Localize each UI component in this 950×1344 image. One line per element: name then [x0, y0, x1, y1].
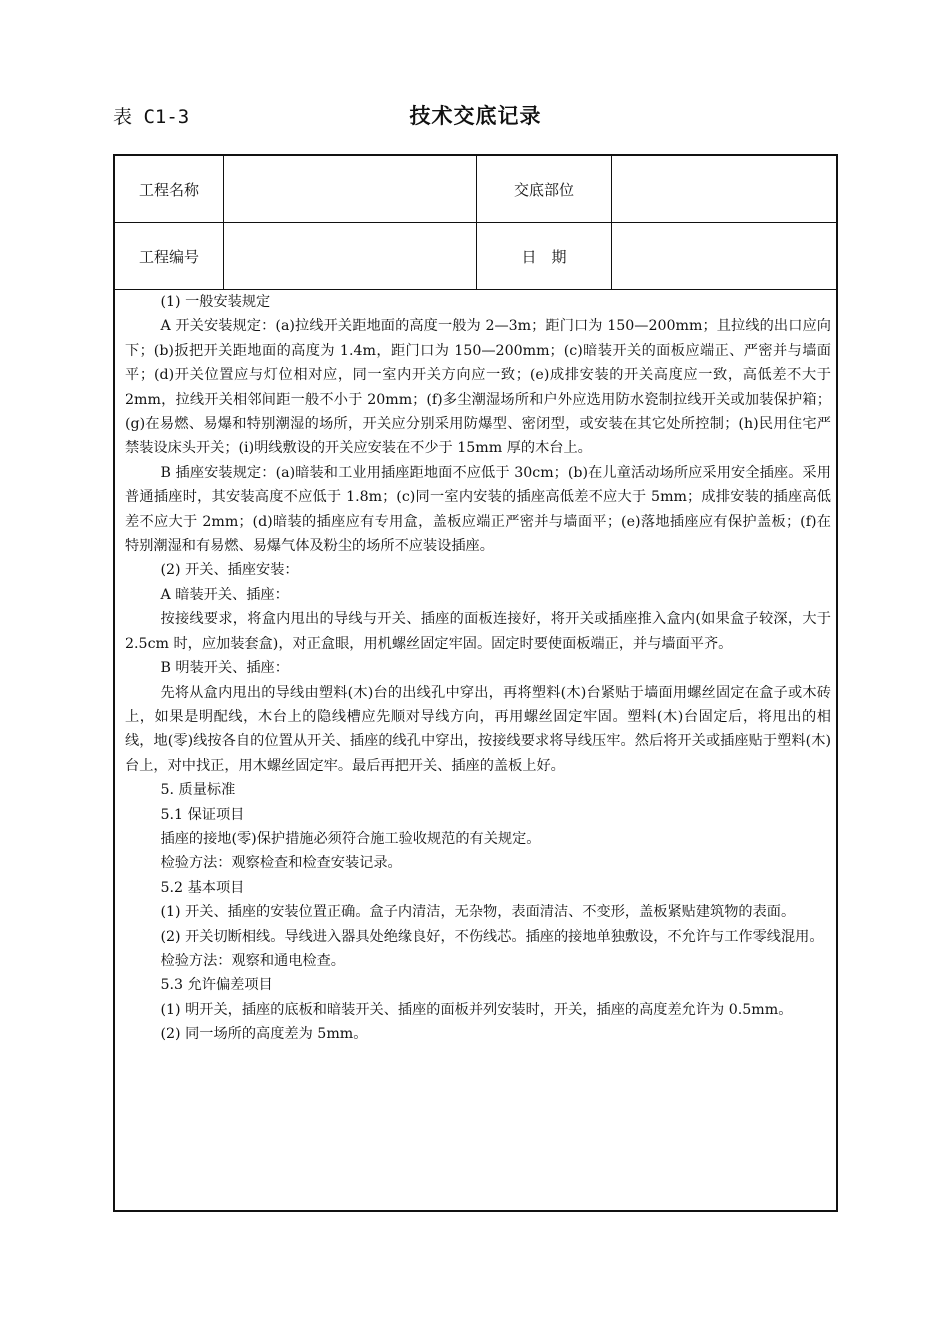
- content-paragraph: 检验方法：观察和通电检查。: [160, 952, 345, 969]
- record-table: [113, 154, 838, 1212]
- content-paragraph: (1) 明开关，插座的底板和暗装开关、插座的面板并列安装时，开关，插座的高度差允许为 0.5mm。: [160, 1001, 793, 1018]
- content-paragraph: 先将从盒内甩出的导线由塑料(木)台的出线孔中穿出，再将塑料(木)台紧贴于墙面用螺丝固定在盒子或木砖上，如果是明配线，木台上的隐线槽应先顺对导线方向，再用螺丝固定牢固。塑料(木)台固定后，将甩出的相线，地(零)线按各自的位置从开关、插座的线孔中穿出，按接线要求将导线压牢。然后将开关或插座贴于塑料(木)台上，对中找正，用木螺丝固定牢。最后再把开关、插座的盖板上好。: [125, 684, 831, 774]
- page-title: 技术交底记录: [409, 104, 542, 128]
- section-heading: 5. 质量标准: [160, 782, 236, 799]
- content-paragraph: 5.1 保证项目: [160, 806, 245, 823]
- content-paragraph: B 插座安装规定：(a)暗装和工业用插座距地面不应低于 30cm；(b)在儿童活动场所应采用安全插座。采用普通插座时，其安装高度不应低于 1.8m；(c)同一室内安装的插座高低差不应大于 5mm；成排安装的插座高低差不应大于 2mm；(d)暗装的插座应有专用盒，盖板应端正严密并与墙面平；(e)落地插座应有保护盖板；(f)在特别潮湿和有易燃、易爆气体及粉尘的场所不应装设插座。: [125, 464, 831, 555]
- content-paragraph: 5.3 允许偏差项目: [160, 977, 273, 994]
- content-paragraph: (2) 同一场所的高度差为 5mm。: [160, 1026, 368, 1043]
- table-number: 表 C1-3: [113, 106, 190, 128]
- project-name-label: 工程名称: [138, 180, 199, 199]
- part-label: 交底部位: [513, 180, 574, 199]
- project-no-field[interactable]: [224, 223, 476, 289]
- date-label: 日 期: [521, 247, 567, 266]
- content-paragraph: 按接线要求，将盒内甩出的导线与开关、插座的面板连接好，将开关或插座推入盒内(如果盒子较深，大于 2.5cm 时，应加装套盒)，对正盒眼，用机螺丝固定牢固。固定时要使面板端正，并与墙面平齐。: [125, 611, 831, 652]
- content-paragraph: A 开关安装规定：(a)拉线开关距地面的高度一般为 2—3m；距门口为 150—200mm；且拉线的出口应向下；(b)扳把开关距地面的高度为 1.4m，距门口为 150—200mm；(c)暗装开关的面板应端正、严密并与墙面平；(d)开关位置应与灯位相对应，同一室内开关方向应一致；(e)成排安装的开关高度应一致，高低差不大于 2mm，拉线开关相邻间距一般不小于 20mm；(f)多尘潮湿场所和户外应选用防水瓷制拉线开关或加装保护箱；(g)在易燃、易爆和特别潮湿的场所，开关应分别采用防爆型、密闭型，或安装在其它处所控制；(h)民用住宅严禁装设床头开关；(i)明线敷设的开关应安装在不少于 15mm 厚的木台上。: [125, 318, 831, 457]
- content-paragraph: (1) 开关、插座的安装位置正确。盒子内清洁，无杂物，表面清洁、不变形，盖板紧贴建筑物的表面。: [160, 904, 796, 921]
- content-paragraph: (2) 开关切断相线。导线进入器具处绝缘良好，不伤线芯。插座的接地单独敷设，不允许与工作零线混用。: [160, 928, 824, 945]
- content-paragraph: (1) 一般安装规定: [160, 294, 271, 310]
- project-no-label: 工程编号: [138, 247, 199, 266]
- part-field[interactable]: [612, 156, 836, 222]
- project-name-field[interactable]: [224, 156, 476, 222]
- content-paragraph: 插座的接地(零)保护措施必须符合施工验收规范的有关规定。: [160, 830, 541, 847]
- page-header: [113, 100, 838, 132]
- content-paragraph: B 明装开关、插座：: [160, 660, 289, 677]
- content-paragraph: 5.2 基本项目: [160, 879, 245, 896]
- date-field[interactable]: [612, 223, 836, 289]
- content-paragraph: 检验方法：观察检查和检查安装记录。: [160, 855, 402, 872]
- content-paragraph: (2) 开关、插座安装：: [160, 562, 299, 579]
- disclosure-content: [125, 290, 831, 1047]
- content-paragraph: A 暗装开关、插座：: [160, 586, 289, 603]
